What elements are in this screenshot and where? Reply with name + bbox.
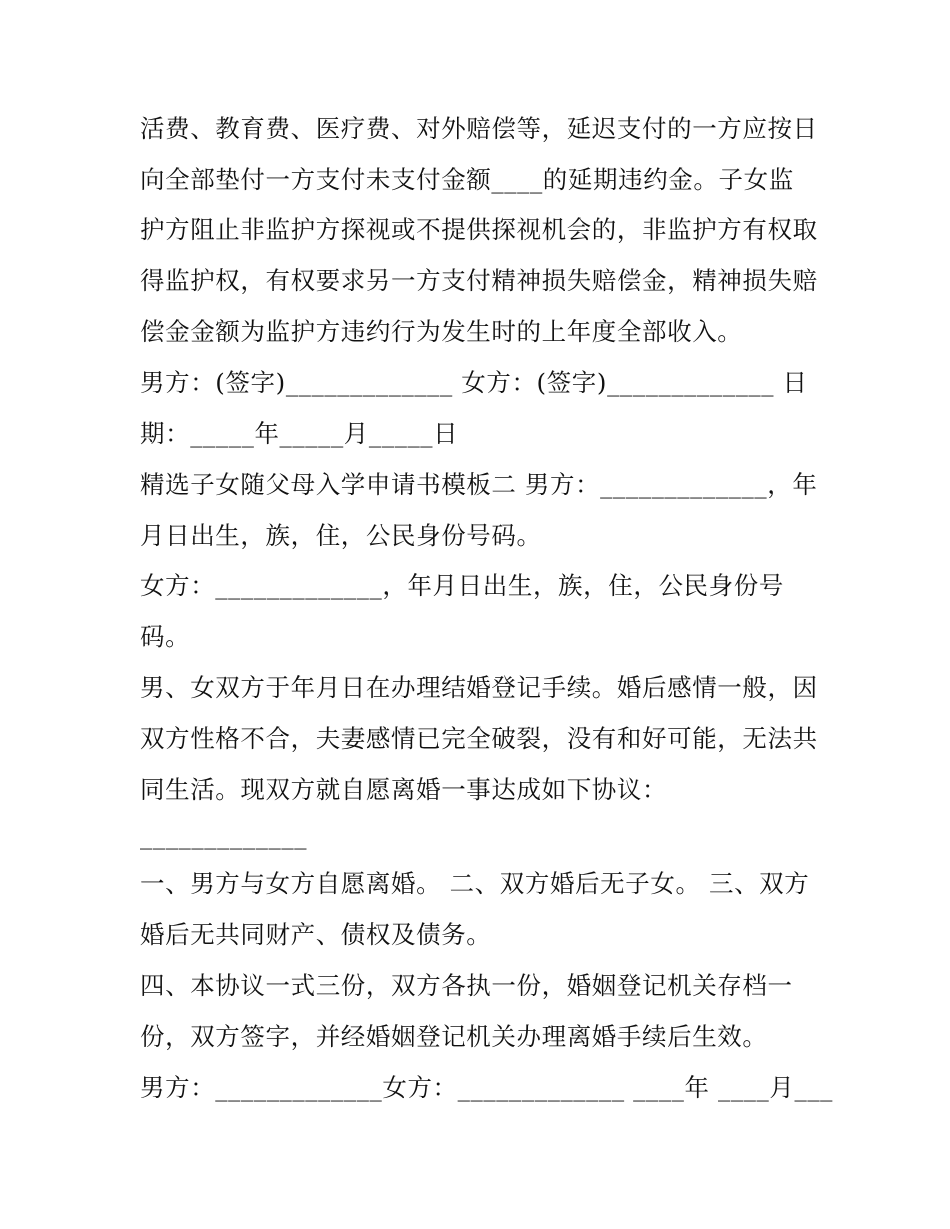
text-line: 一、男方与女方自愿离婚。 二、双方婚后无子女。 三、双方 [140, 869, 810, 898]
text-line: 向全部垫付一方支付未支付金额____的延期违约金。子女监 [140, 165, 794, 194]
text-line: 码。 [140, 622, 191, 651]
template-heading-line: 精选子女随父母入学申请书模板二 男方：_____________，年 [140, 470, 818, 499]
text-line: 得监护权，有权要求另一方支付精神损失赔偿金，精神损失赔 [140, 266, 818, 295]
text-line: 月日出生，族，住，公民身份号码。 [140, 521, 542, 550]
text-line: 女方：_____________，年月日出生，族，住，公民身份号 [140, 571, 784, 600]
text-line: 婚后无共同财产、债权及债务。 [140, 920, 492, 949]
text-line: 同生活。现双方就自愿离婚一事达成如下协议： [140, 775, 668, 804]
text-line: 护方阻止非监护方探视或不提供探视机会的，非监护方有权取 [140, 215, 818, 244]
text-line: 份，双方签字，并经婚姻登记机关办理离婚手续后生效。 [140, 1022, 768, 1051]
signature-line: 男方：_____________女方：_____________ ____年 ____月___ [140, 1073, 834, 1102]
text-line: 四、本协议一式三份，双方各执一份，婚姻登记机关存档一 [140, 971, 793, 1000]
date-line: 期：_____年_____月_____日 [140, 419, 459, 448]
text-line: 双方性格不合，夫妻感情已完全破裂，没有和好可能，无法共 [140, 724, 818, 753]
text-line: 男、女双方于年月日在办理结婚登记手续。婚后感情一般，因 [140, 673, 818, 702]
signature-line: 男方：(签字)_____________ 女方：(签字)_____________ 日 [140, 368, 808, 397]
text-line: 活费、教育费、医疗费、对外赔偿等，延迟支付的一方应按日 [140, 114, 818, 143]
text-line: 偿金金额为监护方违约行为发生时的上年度全部收入。 [140, 317, 743, 346]
blank-line: _____________ [140, 821, 308, 850]
